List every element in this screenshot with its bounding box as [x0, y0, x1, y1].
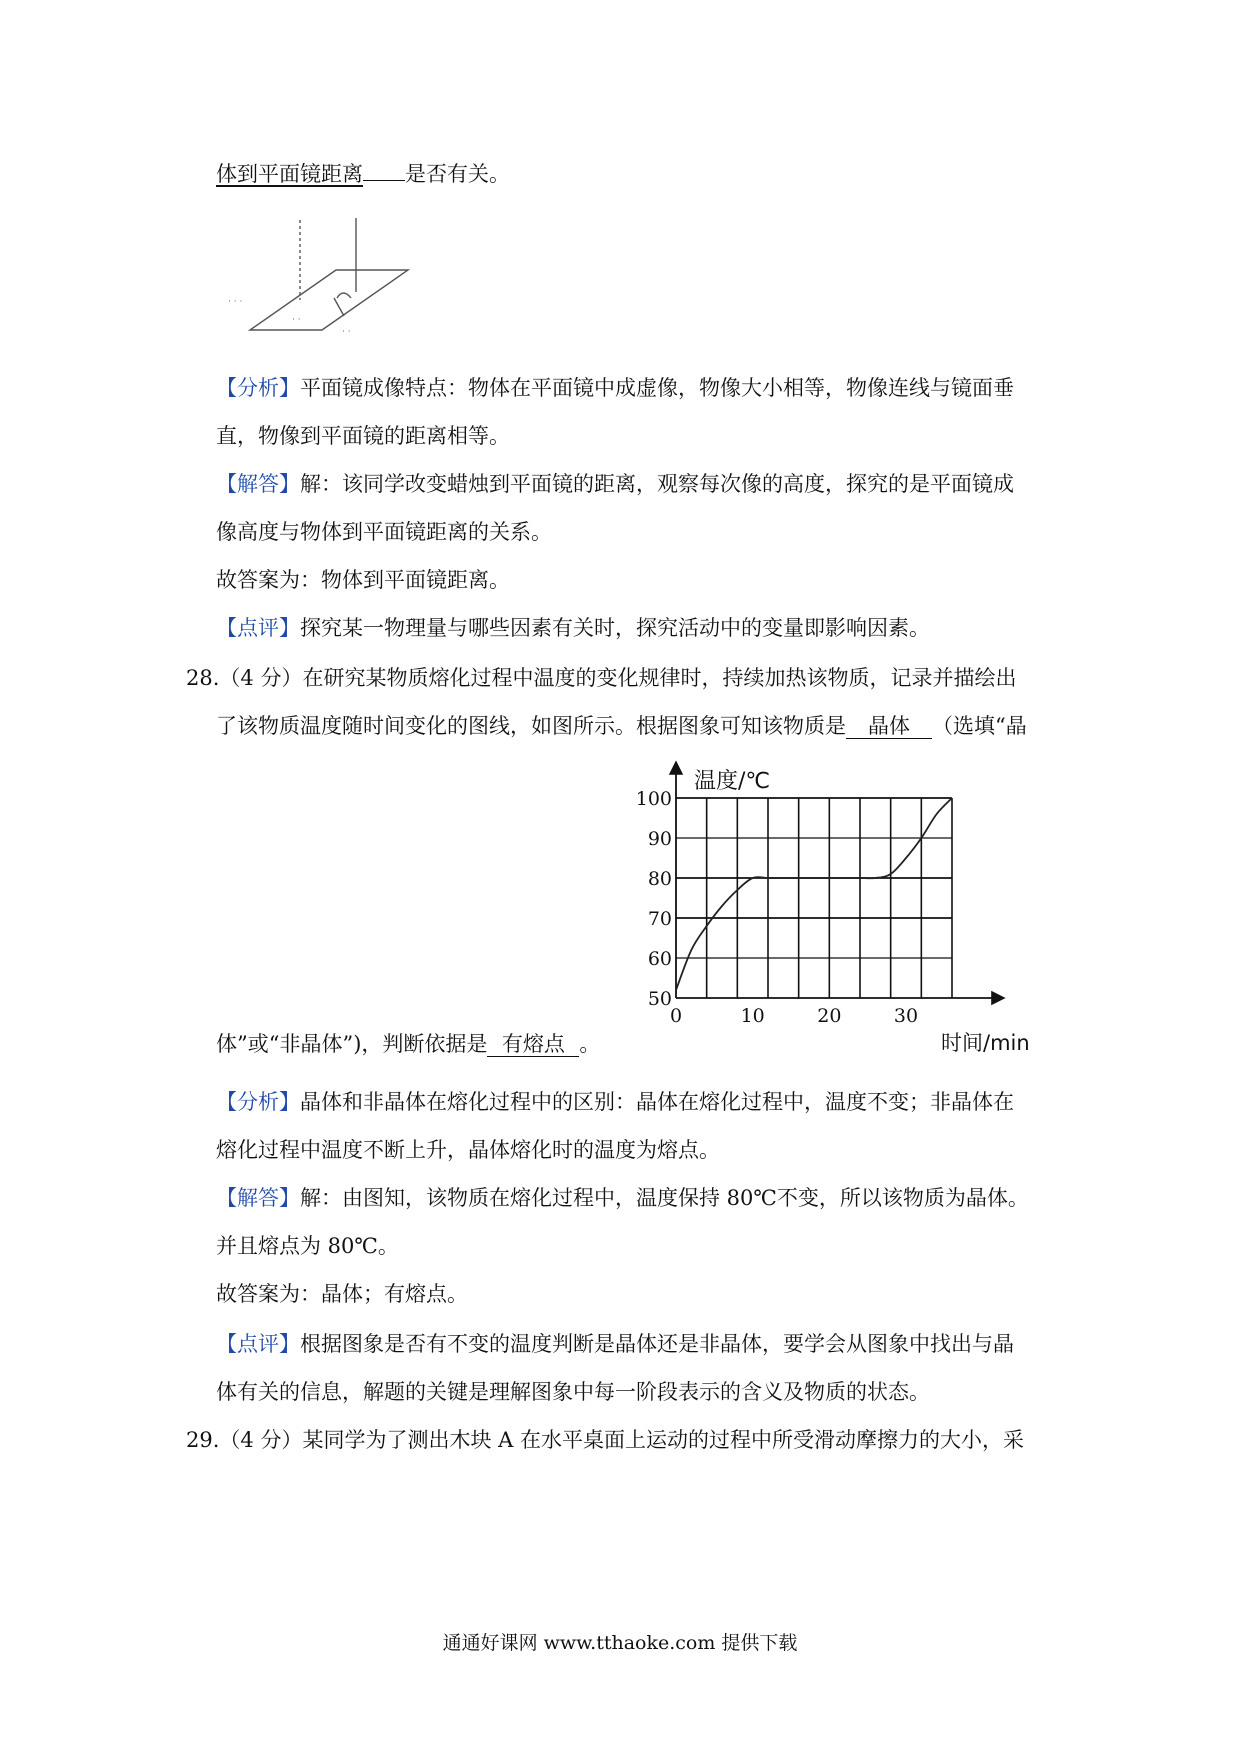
answer-text: 解：该同学改变蜡烛到平面镜的距离，观察每次像的高度，探究的是平面镜成	[300, 472, 1014, 496]
q29-text-1: 某同学为了测出木块 A 在水平桌面上运动的过程中所受滑动摩擦力的大小，采	[302, 1428, 1024, 1452]
analysis-text: 晶体和非晶体在熔化过程中的区别：晶体在熔化过程中，温度不变；非晶体在	[300, 1090, 1014, 1114]
prev-final-answer: 故答案为：物体到平面镜距离。	[216, 568, 510, 592]
plane-mirror-figure	[222, 212, 422, 342]
x-tick-label: 30	[893, 1005, 919, 1027]
prev-answer-suffix: 是否有关。	[405, 162, 510, 186]
comment-tag: 【点评】	[216, 616, 300, 640]
q28-answer-line-2: 并且熔点为 80℃。	[216, 1234, 399, 1258]
y-tick-label: 60	[647, 948, 672, 970]
temperature-curve	[676, 798, 952, 990]
prev-answer-analysis-line-1	[216, 470, 1014, 498]
y-tick-label: 70	[647, 908, 672, 930]
q29-line-1	[186, 1426, 1024, 1454]
chart-y-ticks	[636, 788, 672, 1010]
prev-answer-line	[216, 160, 510, 188]
q29-score: （4 分）	[219, 1428, 303, 1452]
q28-line-2	[216, 712, 1027, 740]
prev-analysis-line-2: 直，物像到平面镜的距离相等。	[216, 424, 510, 448]
answer-tag: 【解答】	[216, 472, 300, 496]
analysis-text: 平面镜成像特点：物体在平面镜中成虚像，物像大小相等，物像连线与镜面垂	[300, 376, 1014, 400]
analysis-tag: 【分析】	[216, 376, 300, 400]
prev-analysis-line-1	[216, 374, 1014, 402]
q28-text-1: 在研究某物质熔化过程中温度的变化规律时，持续加热该物质，记录并描绘出	[302, 666, 1017, 690]
comment-text: 根据图象是否有不变的温度判断是晶体还是非晶体，要学会从图象中找出与晶	[300, 1332, 1014, 1356]
q28-analysis-line-2: 熔化过程中温度不断上升，晶体熔化时的温度为熔点。	[216, 1138, 720, 1162]
x-tick-label: 0	[669, 1005, 683, 1027]
q28-score: （4 分）	[219, 666, 303, 690]
q28-answer-line-1	[216, 1184, 1029, 1212]
x-tick-label: 10	[740, 1005, 765, 1027]
prev-answer-blank-tail	[363, 180, 405, 181]
q28-text-2-suffix: （选填“晶	[932, 714, 1027, 738]
svg-text:· · ·: · · ·	[228, 297, 243, 307]
page-footer: 通通好课网 www.tthaoke.com 提供下载	[442, 1632, 798, 1654]
y-tick-label: 80	[647, 868, 672, 890]
prev-comment-line	[216, 614, 930, 642]
svg-text:· ·: · ·	[292, 315, 301, 325]
q28-line-1	[186, 664, 1016, 692]
chart-grid	[676, 798, 952, 998]
analysis-tag: 【分析】	[216, 1090, 300, 1114]
q28-blank-1: 晶体	[846, 714, 932, 739]
y-tick-label: 50	[647, 988, 672, 1010]
q28-blank-2: 有熔点	[487, 1032, 579, 1057]
prev-answer-analysis-line-2: 像高度与物体到平面镜距离的关系。	[216, 520, 552, 544]
chart-series	[676, 798, 952, 990]
q28-text-3: 体”或“非晶体”)，判断依据是	[216, 1032, 488, 1056]
temperature-time-chart	[636, 760, 1036, 1060]
chart-x-axis-label: 时间/min	[941, 1031, 1030, 1055]
q28-comment-line-1	[216, 1330, 1014, 1358]
comment-text: 探究某一物理量与哪些因素有关时，探究活动中的变量即影响因素。	[300, 616, 930, 640]
comment-tag: 【点评】	[216, 1332, 300, 1356]
q28-comment-line-2: 体有关的信息，解题的关键是理解图象中每一阶段表示的含义及物质的状态。	[216, 1380, 930, 1404]
q28-number: 28.	[186, 666, 220, 690]
q28-analysis-line-1	[216, 1088, 1014, 1116]
answer-tag: 【解答】	[216, 1186, 300, 1210]
q28-text-2: 了该物质温度随时间变化的图线，如图所示。根据图象可知该物质是	[216, 714, 846, 738]
q28-final-answer: 故答案为：晶体；有熔点。	[216, 1282, 468, 1306]
y-tick-label: 90	[647, 828, 672, 850]
chart-x-ticks	[670, 1005, 918, 1027]
q28-line-3	[216, 1030, 600, 1058]
y-tick-label: 100	[636, 788, 672, 810]
answer-text: 解：由图知，该物质在熔化过程中，温度保持 80℃不变，所以该物质为晶体。	[300, 1186, 1029, 1210]
q28-text-3-suffix: 。	[579, 1032, 601, 1056]
x-tick-label: 20	[817, 1005, 842, 1027]
chart-axes	[676, 764, 1002, 998]
prev-answer-underlined: 体到平面镜距离	[216, 162, 363, 186]
chart-y-axis-label: 温度/℃	[694, 769, 771, 794]
svg-text:· ·: · ·	[342, 327, 351, 337]
q29-number: 29.	[186, 1428, 220, 1452]
